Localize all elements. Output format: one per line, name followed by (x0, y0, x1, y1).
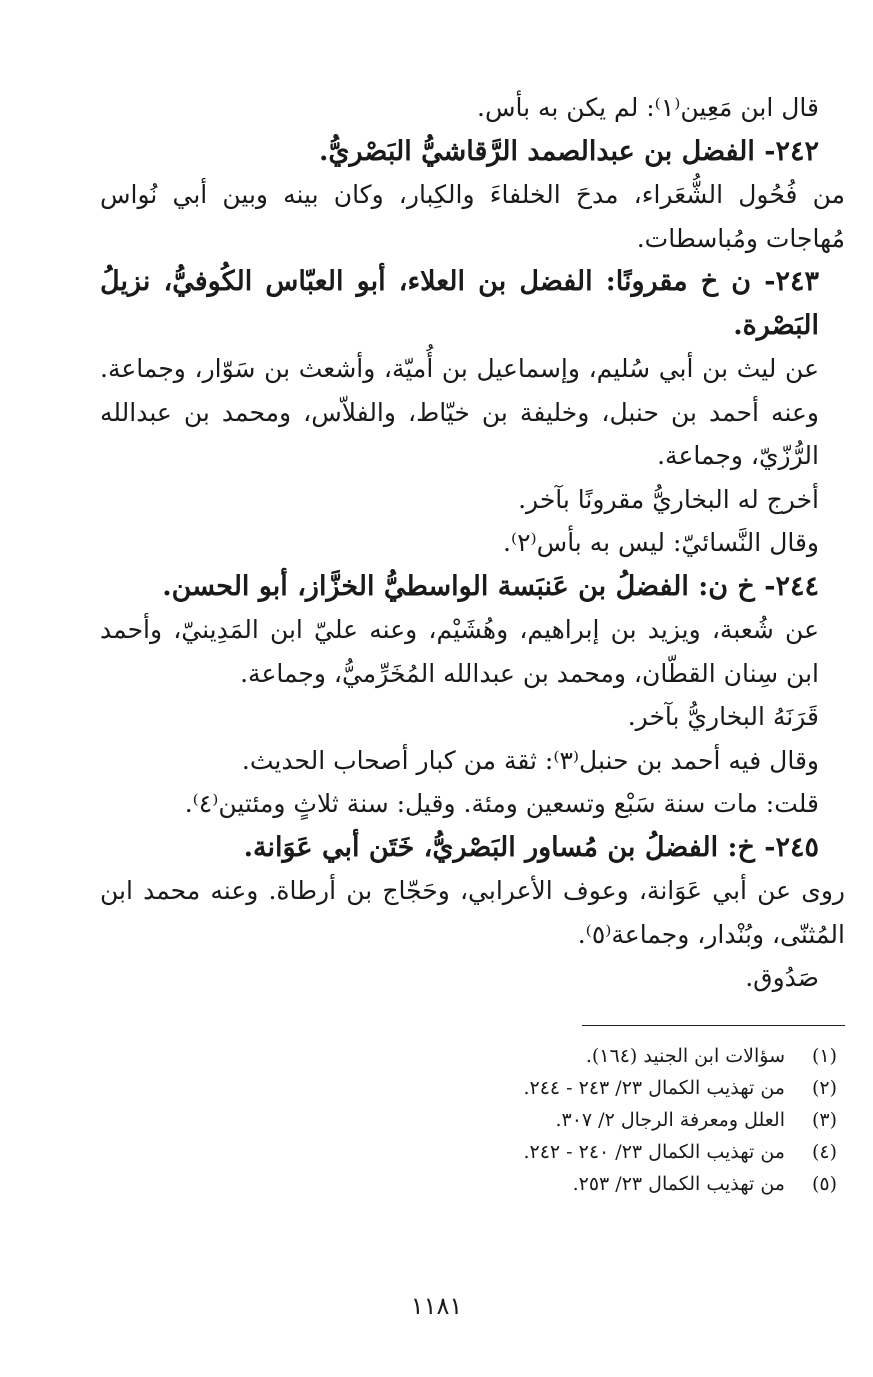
footnote (92, 1104, 837, 1136)
paragraph: قَرَنَهُ البخاريُّ بآخر. (627, 702, 819, 731)
paragraph: من فُحُول الشُّعَراء، مدحَ الخلفاءَ والكِبار، وكان بينه وبين أبي نُواس مُهاجات ومُباسطات. (100, 180, 845, 253)
footnote-text: من تهذيب الكمال ٢٣/ ٢٤٣ - ٢٤٤. (523, 1077, 785, 1099)
paragraph: عن ليث بن أبي سُليم، وإسماعيل بن أُميّة، وأشعث بن سَوّار، وجماعة. وعنه أحمد بن حنبل، وخليفة بن خيّاط، والفلاّس، ومحمد بن عبدالله الرُّزّيّ، وجماعة. (100, 354, 819, 470)
paragraph: صَدُوق. (745, 963, 819, 992)
page-number: ١١٨١ (410, 1292, 463, 1320)
footnote-text: العلل ومعرفة الرجال ٢/ ٣٠٧. (555, 1109, 785, 1131)
footnotes (92, 1040, 845, 1200)
entry-heading-244: ٢٤٤- خ ن: الفضلُ بن عَنبَسة الواسطيُّ الخزَّاز، أبو الحسن. (162, 570, 819, 602)
footnote-number: (١) (811, 1045, 837, 1067)
footnote-text: سؤالات ابن الجنيد (١٦٤). (585, 1045, 785, 1067)
footnote-number: (٥) (811, 1173, 837, 1195)
paragraph: روى عن أبي عَوَانة، وعوف الأعرابي، وحَجّاج بن أرطاة. وعنه محمد ابن المُثنّى، وبُنْدار، وجماعة⁽٥⁾. (100, 876, 845, 949)
footnote-text: من تهذيب الكمال ٢٣/ ٢٥٣. (572, 1173, 785, 1195)
paragraph: عن شُعبة، ويزيد بن إبراهيم، وهُشَيْم، وعنه عليّ ابن المَدِينيّ، وأحمد ابن سِنان القطّان، ومحمد بن عبدالله المُخَرِّميُّ، وجماعة. (100, 615, 819, 688)
footnote-separator (582, 1025, 845, 1026)
main-text (100, 86, 845, 1000)
footnote (92, 1168, 837, 1200)
footnote-number: (٣) (811, 1109, 837, 1131)
paragraph: وقال النَّسائيّ: ليس به بأس⁽٢⁾. (503, 528, 819, 557)
footnote (92, 1040, 837, 1072)
footnote-text: من تهذيب الكمال ٢٣/ ٢٤٠ - ٢٤٢. (523, 1141, 785, 1163)
paragraph: قال ابن مَعِين⁽١⁾: لم يكن به بأس. (477, 93, 819, 122)
paragraph: وقال فيه أحمد بن حنبل⁽٣⁾: ثقة من كبار أصحاب الحديث. (241, 745, 819, 775)
footnote-number: (٢) (811, 1077, 837, 1099)
entry-heading-243: ٢٤٣- ن خ مقرونًا: الفضل بن العلاء، أبو العبّاس الكُوفيُّ، نزيلُ البَصْرة. (100, 266, 819, 341)
entry-heading-242: ٢٤٢- الفضل بن عبدالصمد الرَّقاشيُّ البَصْريُّ. (319, 135, 819, 167)
paragraph: أخرج له البخاريُّ مقرونًا بآخر. (518, 484, 819, 514)
paragraph: قلت: مات سنة سَبْع وتسعين ومئة. وقيل: سنة ثلاثٍ ومئتين⁽٤⁾. (184, 789, 819, 818)
footnote-number: (٤) (811, 1141, 837, 1163)
footnote (92, 1136, 837, 1168)
entry-heading-245: ٢٤٥- خ: الفضلُ بن مُساور البَصْريُّ، خَتَن أبي عَوَانة. (243, 831, 819, 863)
footnote (92, 1072, 837, 1104)
